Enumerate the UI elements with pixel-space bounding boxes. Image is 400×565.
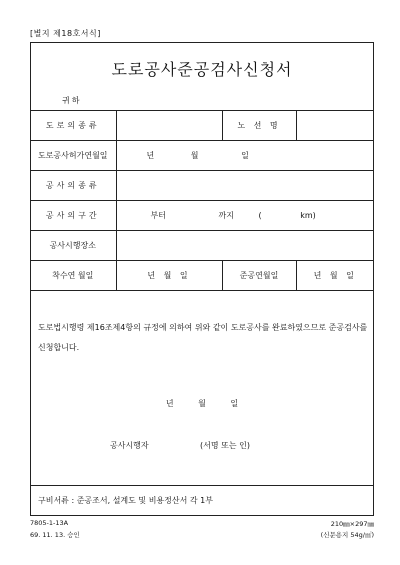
permit-year: 년 — [146, 151, 155, 160]
application-statement: 도로법시행령 제16조제4항의 규정에 의하여 위와 같이 도로공사를 완료하였으므로 준공검사를 신청합니다. — [38, 323, 368, 352]
signature-note: (서명 또는 인) — [200, 441, 250, 450]
application-day: 일 — [230, 399, 239, 408]
permit-date-field[interactable] — [116, 141, 374, 171]
addressee-label: 귀하 — [62, 96, 82, 105]
route-name-label: 노 선 명 — [222, 111, 296, 141]
attachment-divider — [30, 485, 374, 486]
route-name-field[interactable] — [296, 111, 374, 141]
permit-month: 월 — [190, 151, 199, 160]
form-title: 도로공사준공검사신청서 — [111, 60, 293, 79]
section-unit: km) — [300, 211, 316, 220]
table-row — [30, 141, 374, 171]
start-date-field[interactable]: 년 월 일 — [116, 261, 222, 291]
table-row — [30, 261, 374, 291]
application-year: 년 — [165, 399, 174, 408]
form-code: 7805-1-13A — [30, 519, 69, 527]
section-field[interactable] — [116, 201, 374, 231]
paper-size: 210㎜×297㎜ — [330, 520, 374, 528]
approval-date: 69. 11. 13. 승인 — [30, 531, 80, 539]
section-label: 공사의구간 — [30, 201, 116, 231]
location-field[interactable] — [116, 231, 374, 261]
application-date[interactable] — [30, 398, 374, 409]
road-type-field[interactable] — [116, 111, 222, 141]
section-paren: ( — [258, 211, 262, 220]
required-documents: 구비서류 : 준공조서, 설계도 및 비용정산서 각 1부 — [38, 496, 213, 505]
location-label: 공사시행장소 — [30, 231, 116, 261]
table-row — [30, 231, 374, 261]
work-type-label: 공사의종류 — [30, 171, 116, 201]
applicant-label: 공사시행자 — [110, 441, 149, 450]
section-from: 부터 — [150, 211, 166, 220]
table-row — [30, 171, 374, 201]
completion-date-label: 준공연월일 — [222, 261, 296, 291]
paper-type: (신문용지 54g/㎡) — [320, 531, 374, 539]
application-month: 월 — [198, 399, 206, 408]
table-row — [30, 201, 374, 231]
work-type-field[interactable] — [116, 171, 374, 201]
table-row — [30, 111, 374, 141]
permit-date-label: 도로공사허가연월일 — [30, 141, 116, 171]
completion-date-field[interactable]: 년 월 일 — [296, 261, 374, 291]
permit-day: 일 — [241, 151, 249, 160]
application-table — [30, 110, 374, 291]
section-to: 까지 — [218, 211, 234, 220]
road-type-label: 도로의종류 — [30, 111, 116, 141]
start-date-label: 착수연 월일 — [30, 261, 116, 291]
form-number-label: [별지 제18호서식] — [30, 29, 101, 38]
